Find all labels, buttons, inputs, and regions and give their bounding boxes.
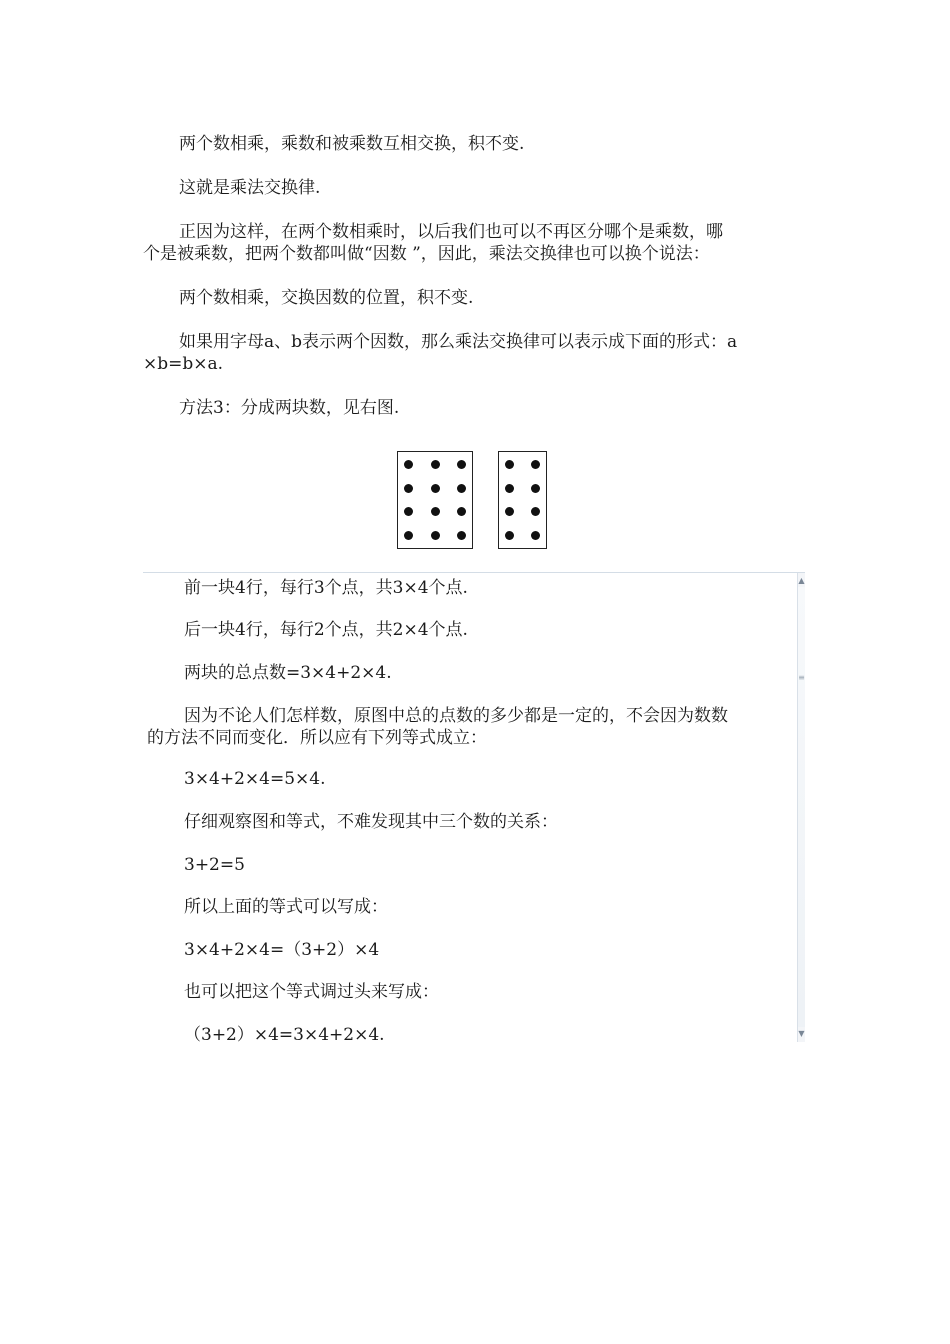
scrollbar-track[interactable] (798, 587, 805, 1027)
paragraph-swap-factors: 两个数相乘，交换因数的位置，积不变. (179, 288, 474, 308)
paragraph-factors-line2: 个是被乘数，把两个数都叫做“因数 ”，因此，乘法交换律也可以换个说法： (143, 244, 710, 264)
paragraph-factors-line1: 正因为这样，在两个数相乘时，以后我们也可以不再区分哪个是乘数，哪 (179, 222, 723, 242)
left-block-dot (404, 531, 413, 540)
scrollbar-thumb-icon[interactable]: ≡ (798, 673, 805, 682)
frame-line-back-block: 后一块4行，每行2个点，共2×4个点. (184, 620, 468, 640)
right-block-dot (505, 507, 514, 516)
right-block-dot (505, 484, 514, 493)
dot-figure (397, 451, 547, 551)
paragraph-letters-line2: ×b=b×a. (143, 354, 224, 374)
right-dot-block (498, 451, 547, 549)
frame-line-total: 两块的总点数=3×4+2×4. (184, 663, 392, 683)
left-block-dot (404, 484, 413, 493)
frame-line-equation-2: 3×4+2×4=（3+2）×4 (184, 940, 380, 960)
right-block-dot (531, 531, 540, 540)
scroll-up-arrow-icon[interactable]: ▲ (798, 576, 805, 585)
paragraph-commutative-statement: 两个数相乘，乘数和被乘数互相交换，积不变. (179, 134, 525, 154)
right-block-dot (505, 531, 514, 540)
frame-line-reason-1: 因为不论人们怎样数，原图中总的点数的多少都是一定的，不会因为数数 (184, 706, 728, 726)
left-block-dot (457, 484, 466, 493)
right-block-dot (505, 460, 514, 469)
paragraph-commutative-law: 这就是乘法交换律. (179, 178, 321, 198)
frame-line-sum: 3+2=5 (184, 855, 245, 875)
frame-line-rewrite: 所以上面的等式可以写成： (184, 897, 388, 917)
frame-line-reason-2: 的方法不同而变化．所以应有下列等式成立： (147, 728, 487, 748)
left-block-dot (431, 507, 440, 516)
paragraph-letters-line1: 如果用字母a、b表示两个因数，那么乘法交换律可以表示成下面的形式：a (179, 332, 738, 352)
frame-line-observe: 仔细观察图和等式，不难发现其中三个数的关系： (184, 812, 558, 832)
right-block-dot (531, 507, 540, 516)
left-block-dot (457, 507, 466, 516)
left-block-dot (457, 460, 466, 469)
paragraph-method3: 方法3：分成两块数，见右图. (179, 398, 400, 418)
right-block-dot (531, 460, 540, 469)
left-block-dot (404, 507, 413, 516)
embedded-text-frame (143, 572, 805, 1045)
scroll-down-arrow-icon[interactable]: ▼ (798, 1029, 805, 1038)
right-block-dot (531, 484, 540, 493)
left-block-dot (431, 531, 440, 540)
frame-line-reverse: 也可以把这个等式调过头来写成： (184, 982, 439, 1002)
vertical-scrollbar[interactable] (797, 573, 805, 1042)
left-block-dot (404, 460, 413, 469)
left-block-dot (431, 484, 440, 493)
frame-line-front-block: 前一块4行，每行3个点，共3×4个点. (184, 578, 468, 598)
frame-line-equation-1: 3×4+2×4=5×4. (184, 769, 326, 789)
left-block-dot (431, 460, 440, 469)
left-dot-block (397, 451, 473, 549)
frame-line-equation-3: （3+2）×4=3×4+2×4. (184, 1025, 385, 1045)
left-block-dot (457, 531, 466, 540)
